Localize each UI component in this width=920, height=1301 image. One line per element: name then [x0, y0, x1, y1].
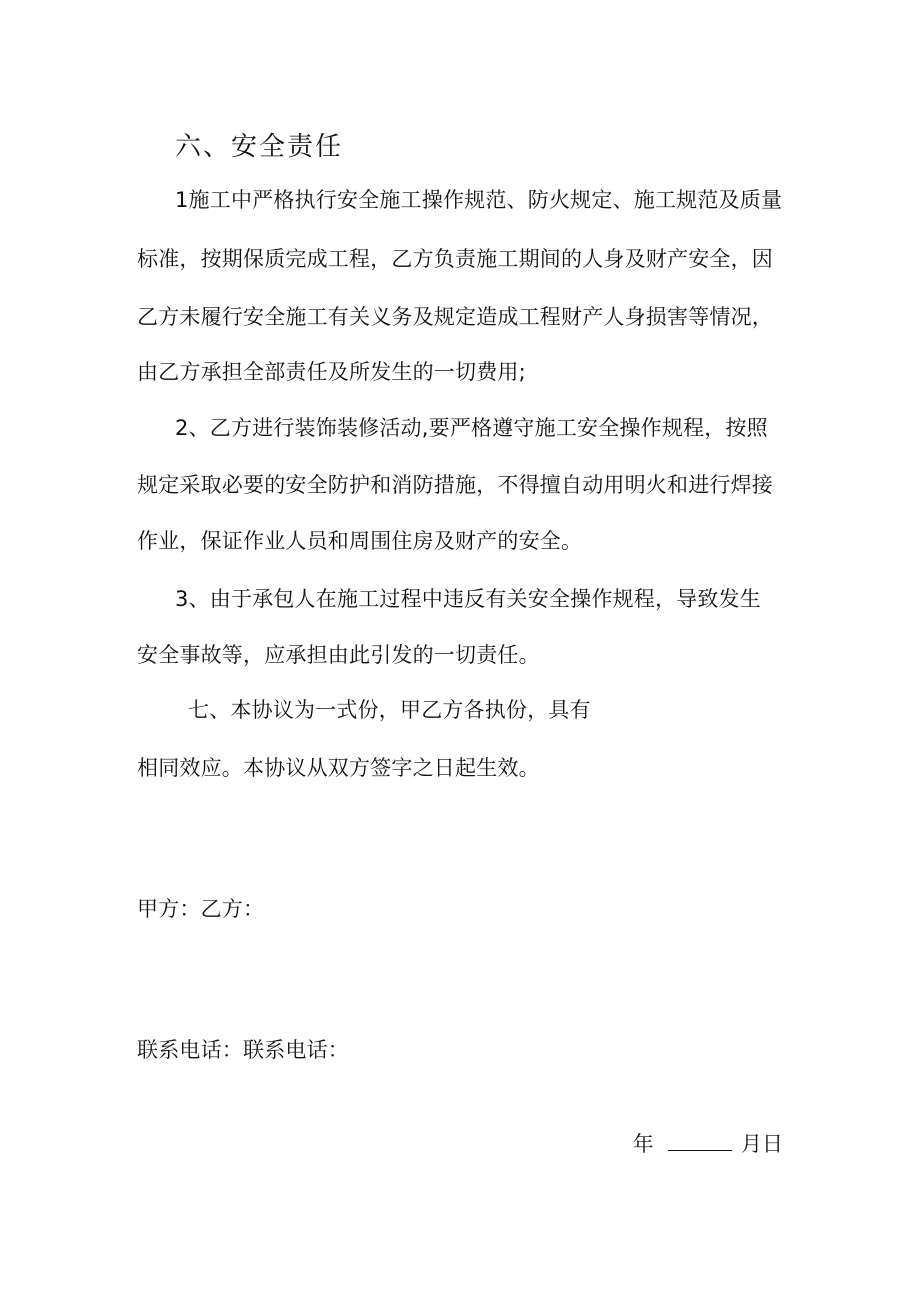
date-blank-underline: [668, 1128, 732, 1151]
paragraph-2-line-3: 作业，保证作业人员和周围住房及财产的安全。: [137, 529, 583, 553]
paragraph-2-line-1: 2、乙方进行装饰装修活动,要严格遵守施工安全操作规程，按照: [175, 416, 768, 440]
section-heading: 六、安全责任: [175, 132, 344, 162]
signature-phones: 联系电话：联系电话：: [137, 1038, 349, 1062]
paragraph-3-line-1: 3、由于承包人在施工过程中违反有关安全操作规程，导致发生: [175, 587, 761, 611]
paragraph-1-line-4: 由乙方承担全部责任及所发生的一切费用;: [137, 360, 526, 384]
paragraph-1-line-3: 乙方未履行安全施工有关义务及规定造成工程财产人身损害等情况，: [137, 305, 773, 329]
section-7-line-2: 相同效应。本协议从双方签字之日起生效。: [137, 756, 540, 780]
signature-parties: 甲方：乙方：: [137, 897, 265, 921]
paragraph-1-line-2: 标准，按期保质完成工程，乙方负责施工期间的人身及财产安全，因: [137, 247, 773, 271]
section-7-line-1: 七、本协议为一式份，甲乙方各执份，具有: [188, 698, 591, 722]
date-year-label: 年: [632, 1132, 654, 1156]
paragraph-2-line-2: 规定采取必要的安全防护和消防措施，不得擅自动用明火和进行焊接: [137, 473, 773, 497]
date-month-day-label: 月日: [741, 1132, 783, 1156]
paragraph-3-line-2: 安全事故等，应承担由此引发的一切责任。: [137, 643, 540, 667]
date-line: [633, 1128, 783, 1160]
paragraph-1-line-1: 1施工中严格执行安全施工操作规范、防火规定、施工规范及质量: [175, 188, 783, 212]
